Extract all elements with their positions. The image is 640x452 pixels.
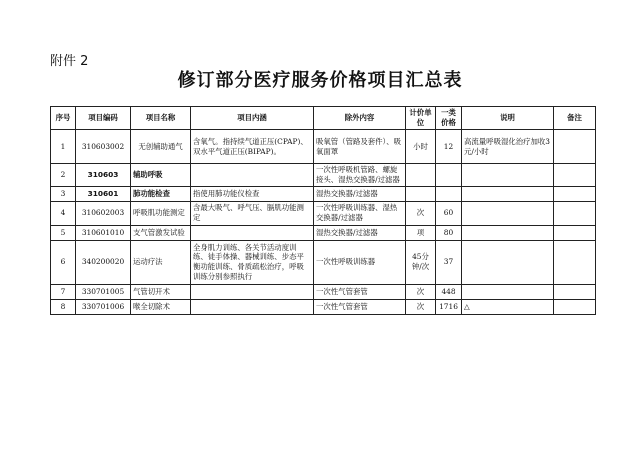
header-note: 说明 (462, 107, 554, 130)
cell-note (462, 164, 554, 187)
cell-remark (554, 240, 596, 284)
cell-excluded: 一次性呼吸训练器 (314, 240, 406, 284)
cell-name: 气管切开术 (131, 284, 191, 299)
header-remark: 备注 (554, 107, 596, 130)
cell-seq: 6 (51, 240, 76, 284)
cell-price: 80 (436, 225, 462, 240)
header-content: 项目内涵 (191, 107, 314, 130)
cell-price (436, 186, 462, 201)
cell-seq: 2 (51, 164, 76, 187)
cell-price: 12 (436, 130, 462, 164)
cell-price: 60 (436, 201, 462, 225)
cell-unit (406, 186, 436, 201)
cell-code: 310602003 (76, 201, 131, 225)
cell-code: 310603 (76, 164, 131, 187)
cell-content (191, 225, 314, 240)
cell-note (462, 240, 554, 284)
cell-name: 无创辅助通气 (131, 130, 191, 164)
cell-content: 指使用肺功能仪检查 (191, 186, 314, 201)
cell-content (191, 164, 314, 187)
table-row (51, 225, 596, 240)
cell-seq: 7 (51, 284, 76, 299)
cell-seq: 3 (51, 186, 76, 201)
header-seq: 序号 (51, 107, 76, 130)
price-table (50, 106, 596, 315)
cell-code: 340200020 (76, 240, 131, 284)
cell-note: 高流量呼吸湿化治疗加收3元/小时 (462, 130, 554, 164)
cell-content: 全身肌力训练、各关节活动度训练、徒手体操、器械训练、步态平衡功能训练、骨质疏松治疗，呼吸训练分别参照执行 (191, 240, 314, 284)
cell-remark (554, 225, 596, 240)
table-row (51, 164, 596, 187)
cell-note: △ (462, 299, 554, 314)
cell-note (462, 284, 554, 299)
header-code: 项目编码 (76, 107, 131, 130)
cell-price: 37 (436, 240, 462, 284)
cell-content: 含最大吸气、呼气压、膈肌功能测定 (191, 201, 314, 225)
cell-name: 肺功能检查 (131, 186, 191, 201)
cell-unit: 次 (406, 299, 436, 314)
cell-seq: 5 (51, 225, 76, 240)
cell-remark (554, 164, 596, 187)
header-price: 一类价格 (436, 107, 462, 130)
table-row (51, 299, 596, 314)
cell-name: 运动疗法 (131, 240, 191, 284)
cell-content (191, 284, 314, 299)
cell-name: 支气管激发试验 (131, 225, 191, 240)
header-name: 项目名称 (131, 107, 191, 130)
cell-seq: 8 (51, 299, 76, 314)
cell-price: 1716 (436, 299, 462, 314)
cell-remark (554, 284, 596, 299)
table-row (51, 186, 596, 201)
cell-name: 辅助呼吸 (131, 164, 191, 187)
cell-unit (406, 164, 436, 187)
cell-remark (554, 299, 596, 314)
cell-unit: 项 (406, 225, 436, 240)
cell-excluded: 一次性气管套管 (314, 299, 406, 314)
cell-excluded: 一次性呼吸机管路、螺旋接头、湿热交换器/过滤器 (314, 164, 406, 187)
cell-excluded: 吸氧管（管路及套件）、吸氧面罩 (314, 130, 406, 164)
cell-seq: 1 (51, 130, 76, 164)
table-row (51, 240, 596, 284)
page-title: 修订部分医疗服务价格项目汇总表 (177, 70, 463, 91)
cell-remark (554, 186, 596, 201)
cell-excluded: 湿热交换器/过滤器 (314, 225, 406, 240)
cell-seq: 4 (51, 201, 76, 225)
cell-content: 含氧气。指持续气道正压(CPAP)、双水平气道正压(BIPAP)。 (191, 130, 314, 164)
cell-unit: 45分钟/次 (406, 240, 436, 284)
cell-note (462, 225, 554, 240)
cell-name: 呼吸肌功能测定 (131, 201, 191, 225)
cell-price (436, 164, 462, 187)
table-row (51, 284, 596, 299)
cell-price: 448 (436, 284, 462, 299)
table-header-row (51, 107, 596, 130)
cell-remark (554, 130, 596, 164)
attachment-label: 附件 2 (50, 54, 89, 69)
cell-note (462, 201, 554, 225)
cell-remark (554, 201, 596, 225)
cell-code: 310603002 (76, 130, 131, 164)
cell-code: 310601 (76, 186, 131, 201)
cell-excluded: 湿热交换器/过滤器 (314, 186, 406, 201)
cell-unit: 次 (406, 284, 436, 299)
table-row (51, 130, 596, 164)
cell-unit: 次 (406, 201, 436, 225)
cell-excluded: 一次性气管套管 (314, 284, 406, 299)
cell-code: 330701006 (76, 299, 131, 314)
cell-note (462, 186, 554, 201)
cell-excluded: 一次性呼吸训练器、湿热交换器/过滤器 (314, 201, 406, 225)
table-row (51, 201, 596, 225)
cell-code: 310601010 (76, 225, 131, 240)
header-excluded: 除外内容 (314, 107, 406, 130)
cell-code: 330701005 (76, 284, 131, 299)
cell-name: 喉全切除术 (131, 299, 191, 314)
header-unit: 计价单位 (406, 107, 436, 130)
cell-content (191, 299, 314, 314)
cell-unit: 小时 (406, 130, 436, 164)
